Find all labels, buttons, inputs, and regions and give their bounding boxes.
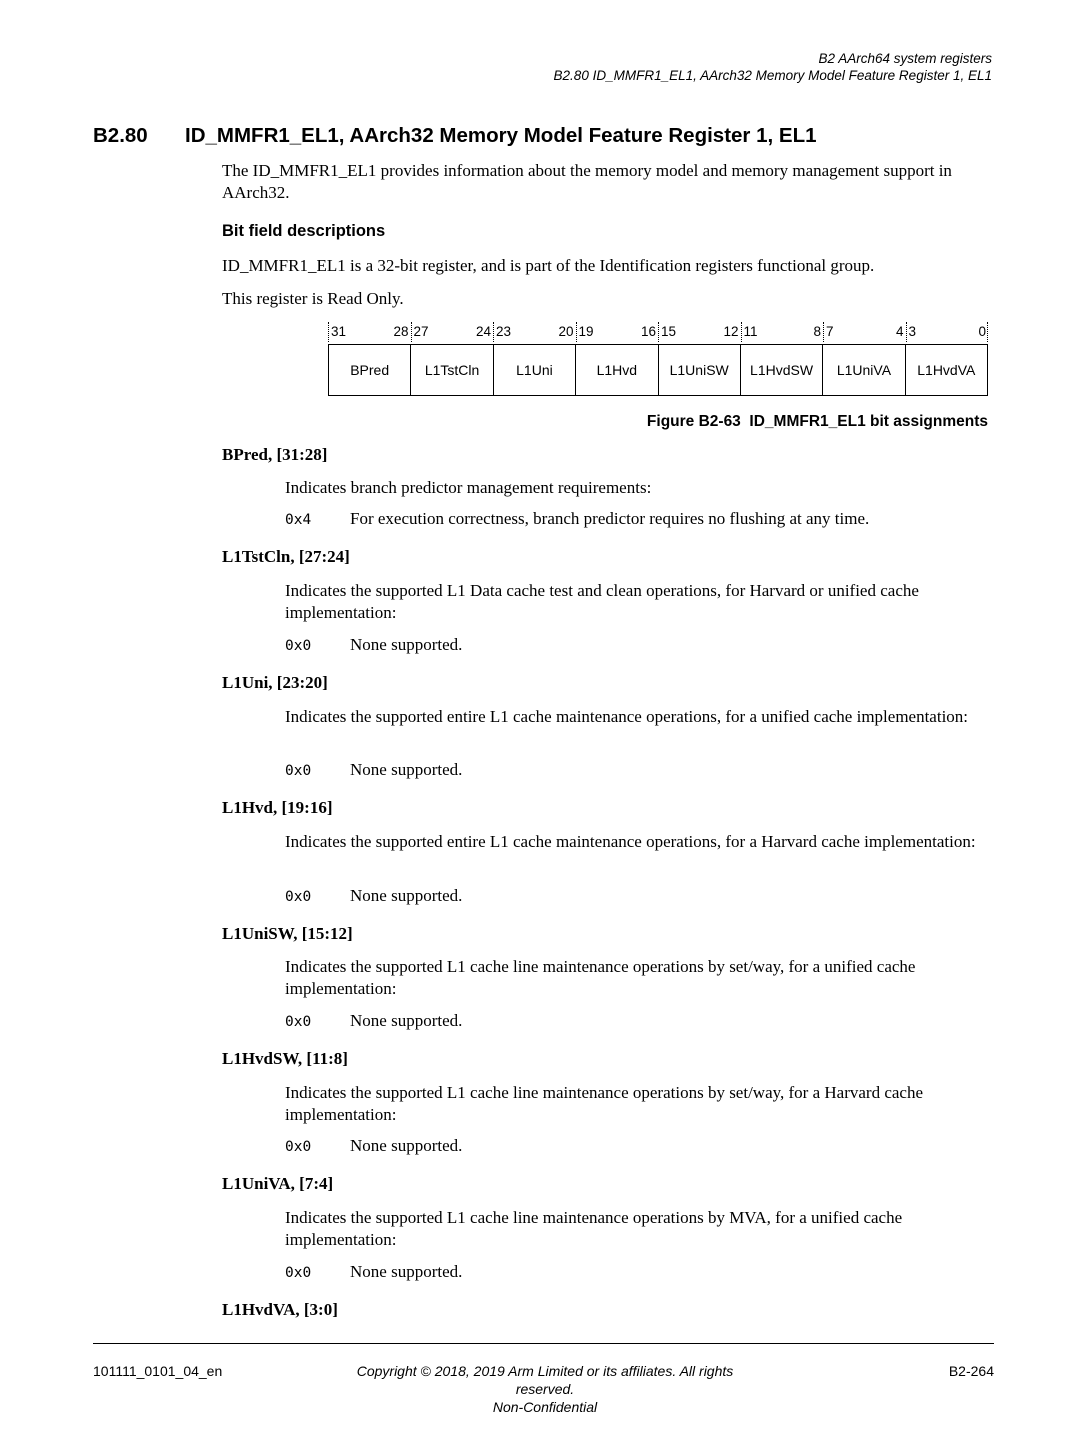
field-value-l1tstcln <box>285 635 462 655</box>
value-code: 0x0 <box>285 638 312 654</box>
footer-copyright <box>340 1362 750 1416</box>
field-heading-l1hvd: L1Hvd, [19:16] <box>222 798 333 817</box>
value-code: 0x4 <box>285 512 312 528</box>
field-value-l1uni <box>285 760 462 780</box>
section-title <box>93 124 817 148</box>
value-meaning: None supported. <box>350 760 463 779</box>
value-meaning: For execution correctness, branch predictor requires no flushing at any time. <box>350 509 870 528</box>
field-description-l1unisw: Indicates the supported L1 cache line maintenance operations by set/way, for a unified cache implementation: <box>285 957 916 998</box>
field-row <box>328 344 988 396</box>
bit-range-l1univa: 7 4 <box>823 322 906 342</box>
bitfield-heading: Bit field descriptions <box>222 222 386 240</box>
bit-range-l1hvdsw: 11 8 <box>741 322 824 342</box>
value-meaning: None supported. <box>350 886 463 905</box>
value-code: 0x0 <box>285 889 312 905</box>
bit-range-l1tstcln: 27 24 <box>411 322 494 342</box>
confidentiality-label: Non-Confidential <box>492 1399 598 1415</box>
field-value-bpred <box>285 509 869 529</box>
field-heading-bpred: BPred, [31:28] <box>222 445 328 464</box>
section-number: B2.80 <box>93 124 148 147</box>
bit-range-l1hvd: 19 16 <box>576 322 659 342</box>
read-only-paragraph: This register is Read Only. <box>222 289 404 308</box>
field-value-l1univa <box>285 1262 462 1282</box>
copyright-line-1: Copyright © 2018, 2019 Arm Limited or its affiliates. All rights <box>356 1363 734 1379</box>
footer-doc-id: 101111_0101_04_en <box>93 1363 223 1379</box>
field-l1uni: L1Uni <box>493 345 575 395</box>
bit-row-end-marker <box>987 322 988 342</box>
field-l1hvd: L1Hvd <box>575 345 657 395</box>
bit-range-l1unisw: 15 12 <box>658 322 741 342</box>
field-value-l1hvdsw <box>285 1136 462 1156</box>
section-intro: The ID_MMFR1_EL1 provides information about the memory model and memory management support in AArch32. <box>222 161 952 202</box>
figure-caption: Figure B2-63 ID_MMFR1_EL1 bit assignments <box>646 413 988 430</box>
field-heading-l1univa: L1UniVA, [7:4] <box>222 1174 334 1193</box>
register-diagram <box>328 322 988 398</box>
bit-range-l1hvdva: 3 0 <box>906 322 989 342</box>
value-code: 0x0 <box>285 1265 312 1281</box>
field-value-l1unisw <box>285 1011 462 1031</box>
field-description-l1hvdsw: Indicates the supported L1 cache line maintenance operations by set/way, for a Harvard cache implementation: <box>285 1083 924 1124</box>
field-heading-l1tstcln: L1TstCln, [27:24] <box>222 547 350 566</box>
field-description-l1univa: Indicates the supported L1 cache line maintenance operations by MVA, for a unified cache implementation: <box>285 1208 903 1249</box>
value-code: 0x0 <box>285 1014 312 1030</box>
section-title-text: ID_MMFR1_EL1, AArch32 Memory Model Feature Register 1, EL1 <box>185 124 817 147</box>
field-description-bpred: Indicates branch predictor management requirements: <box>285 478 652 497</box>
copyright-line-2: reserved. <box>515 1381 575 1397</box>
bit-range-l1uni: 23 20 <box>493 322 576 342</box>
field-l1tstcln: L1TstCln <box>410 345 492 395</box>
value-meaning: None supported. <box>350 1136 463 1155</box>
running-head <box>554 50 992 84</box>
field-description-l1hvd: Indicates the supported entire L1 cache maintenance operations, for a Harvard cache implementation: <box>285 832 976 851</box>
field-l1univa: L1UniVA <box>822 345 904 395</box>
footer-page-number: B2-264 <box>948 1363 994 1379</box>
field-heading-l1unisw: L1UniSW, [15:12] <box>222 924 353 943</box>
field-description-l1uni: Indicates the supported entire L1 cache maintenance operations, for a unified cache implementation: <box>285 707 969 726</box>
field-heading-l1hvdsw: L1HvdSW, [11:8] <box>222 1049 348 1068</box>
running-head-chapter: B2 AArch64 system registers <box>818 51 992 66</box>
value-code: 0x0 <box>285 763 312 779</box>
bit-number-row <box>328 322 988 342</box>
footer-divider <box>93 1343 994 1344</box>
value-meaning: None supported. <box>350 1011 463 1030</box>
field-heading-l1hvdva: L1HvdVA, [3:0] <box>222 1300 338 1319</box>
register-size-paragraph: ID_MMFR1_EL1 is a 32-bit register, and is part of the Identification registers functional group. <box>222 256 875 275</box>
value-code: 0x0 <box>285 1139 312 1155</box>
field-l1unisw: L1UniSW <box>658 345 740 395</box>
field-bpred: BPred <box>350 362 390 378</box>
field-value-l1hvd <box>285 886 462 906</box>
value-meaning: None supported. <box>350 635 463 654</box>
field-l1hvdsw: L1HvdSW <box>740 345 822 395</box>
field-l1hvdva: L1HvdVA <box>905 345 987 395</box>
running-head-section: B2.80 ID_MMFR1_EL1, AArch32 Memory Model Feature Register 1, EL1 <box>553 68 992 83</box>
field-heading-l1uni: L1Uni, [23:20] <box>222 673 328 692</box>
field-description-l1tstcln: Indicates the supported L1 Data cache test and clean operations, for Harvard or unified cache implementation: <box>285 581 919 622</box>
value-meaning: None supported. <box>350 1262 463 1281</box>
bit-range-bpred: 31 28 <box>328 322 411 342</box>
